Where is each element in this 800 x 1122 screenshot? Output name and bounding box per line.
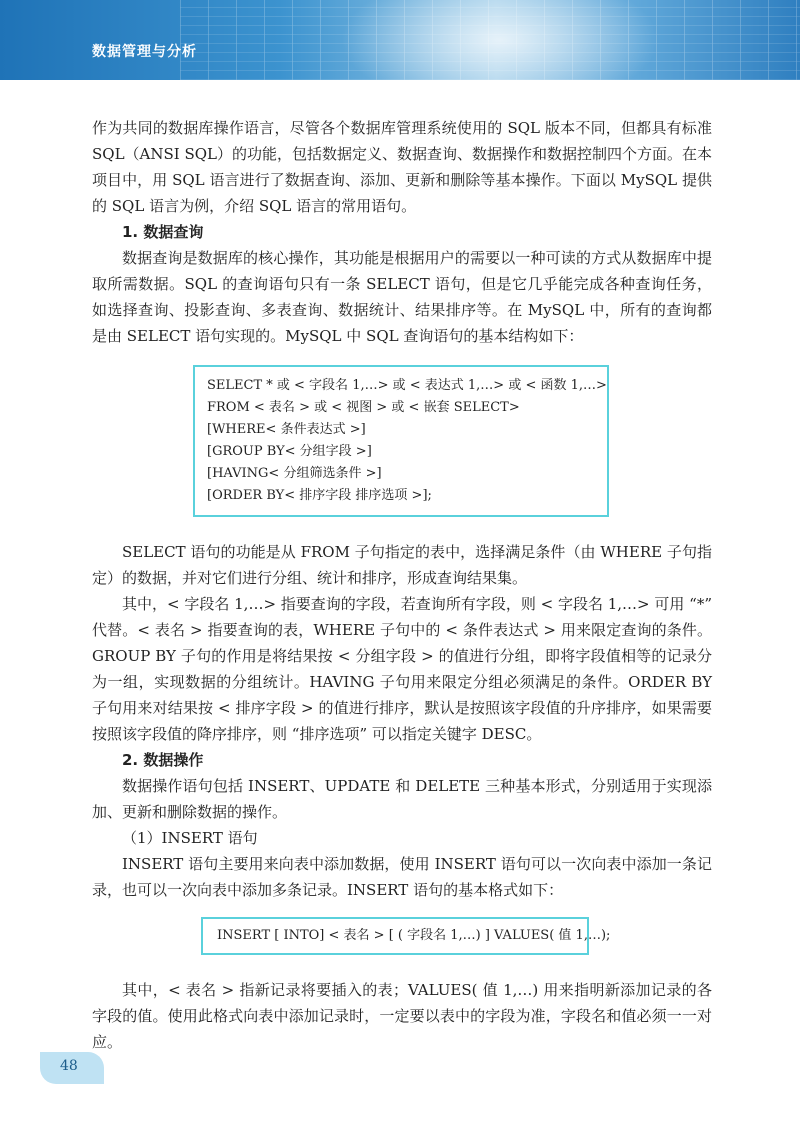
code-line: [HAVING< 分组筛选条件 >]: [207, 466, 382, 481]
query-paragraph-1: 数据查询是数据库的核心操作，其功能是根据用户的需要以一种可读的方式从数据库中提取所需数据。SQL 的查询语句只有一条 SELECT 语句，但是它几乎能完成各种查询任务，如选择查询、投影查询、多表查询、数据统计、结果排序等。在 MySQL 中，所有的查询都是由 SELECT 语句实现的。MySQL 中 SQL 查询语句的基本结构如下：: [92, 249, 712, 345]
code-line: FROM < 表名 > 或 < 视图 > 或 < 嵌套 SELECT>: [207, 400, 520, 415]
query-paragraph-2: SELECT 语句的功能是从 FROM 子句指定的表中，选择满足条件（由 WHERE 子句指定）的数据，并对它们进行分组、统计和排序，形成查询结果集。: [92, 543, 712, 587]
banner-grid-pattern: [180, 0, 800, 80]
code-line: [WHERE< 条件表达式 >]: [207, 422, 366, 437]
page-body: [92, 115, 712, 1055]
intro-paragraph: 作为共同的数据库操作语言，尽管各个数据库管理系统使用的 SQL 版本不同，但都具有标准 SQL（ANSI SQL）的功能，包括数据定义、数据查询、数据操作和数据控制四个方面。在本项目中，用 SQL 语言进行了数据查询、添加、更新和删除等基本操作。下面以 MySQL 提供的 SQL 语言为例，介绍 SQL 语言的常用语句。: [92, 119, 712, 215]
insert-paragraph-2: 其中，< 表名 > 指新记录将要插入的表；VALUES( 值 1,…) 用来指明新添加记录的各字段的值。使用此格式向表中添加记录时，一定要以表中的字段为准，字段名和值必须一一对应。: [92, 981, 712, 1051]
operation-paragraph-1: 数据操作语句包括 INSERT、UPDATE 和 DELETE 三种基本形式，分别适用于实现添加、更新和删除数据的操作。: [92, 777, 712, 821]
code-line: [GROUP BY< 分组字段 >]: [207, 444, 372, 459]
select-syntax-box: [193, 365, 609, 517]
code-line: SELECT * 或 < 字段名 1,…> 或 < 表达式 1,…> 或 < 函数 1,…>: [207, 378, 607, 393]
code-line: [ORDER BY< 排序字段 排序选项 >];: [207, 488, 432, 503]
query-paragraph-3: 其中，< 字段名 1,…> 指要查询的字段，若查询所有字段，则 < 字段名 1,…> 可用 “*” 代替。< 表名 > 指要查询的表，WHERE 子句中的 < 条件表达式 > 用来限定查询的条件。GROUP BY 子句的作用是将结果按 < 分组字段 > 的值进行分组，即将字段值相等的记录分为一组，实现数据的分组统计。HAVING 子句用来限定分组必须满足的条件。ORDER BY 子句用来对结果按 < 排序字段 > 的值进行排序，默认是按照该字段值的升序排序，如果需要按照该字段值的降序排序，则 “排序选项” 可以指定关键字 DESC。: [92, 595, 712, 743]
page-header-banner: [0, 0, 800, 80]
section-heading-query: 1. 数据查询: [122, 223, 204, 241]
code-line: INSERT [ INTO] < 表名 > [ ( 字段名 1,…) ] VALUES( 值 1,…);: [217, 928, 611, 943]
insert-paragraph-1: INSERT 语句主要用来向表中添加数据，使用 INSERT 语句可以一次向表中添加一条记录，也可以一次向表中添加多条记录。INSERT 语句的基本格式如下：: [92, 855, 712, 899]
page-number: 48: [60, 1058, 78, 1074]
section-heading-operation: 2. 数据操作: [122, 751, 204, 769]
running-header-title: 数据管理与分析: [92, 44, 197, 60]
insert-syntax-box: [201, 917, 611, 955]
subsection-heading-insert: （1）INSERT 语句: [122, 829, 258, 847]
